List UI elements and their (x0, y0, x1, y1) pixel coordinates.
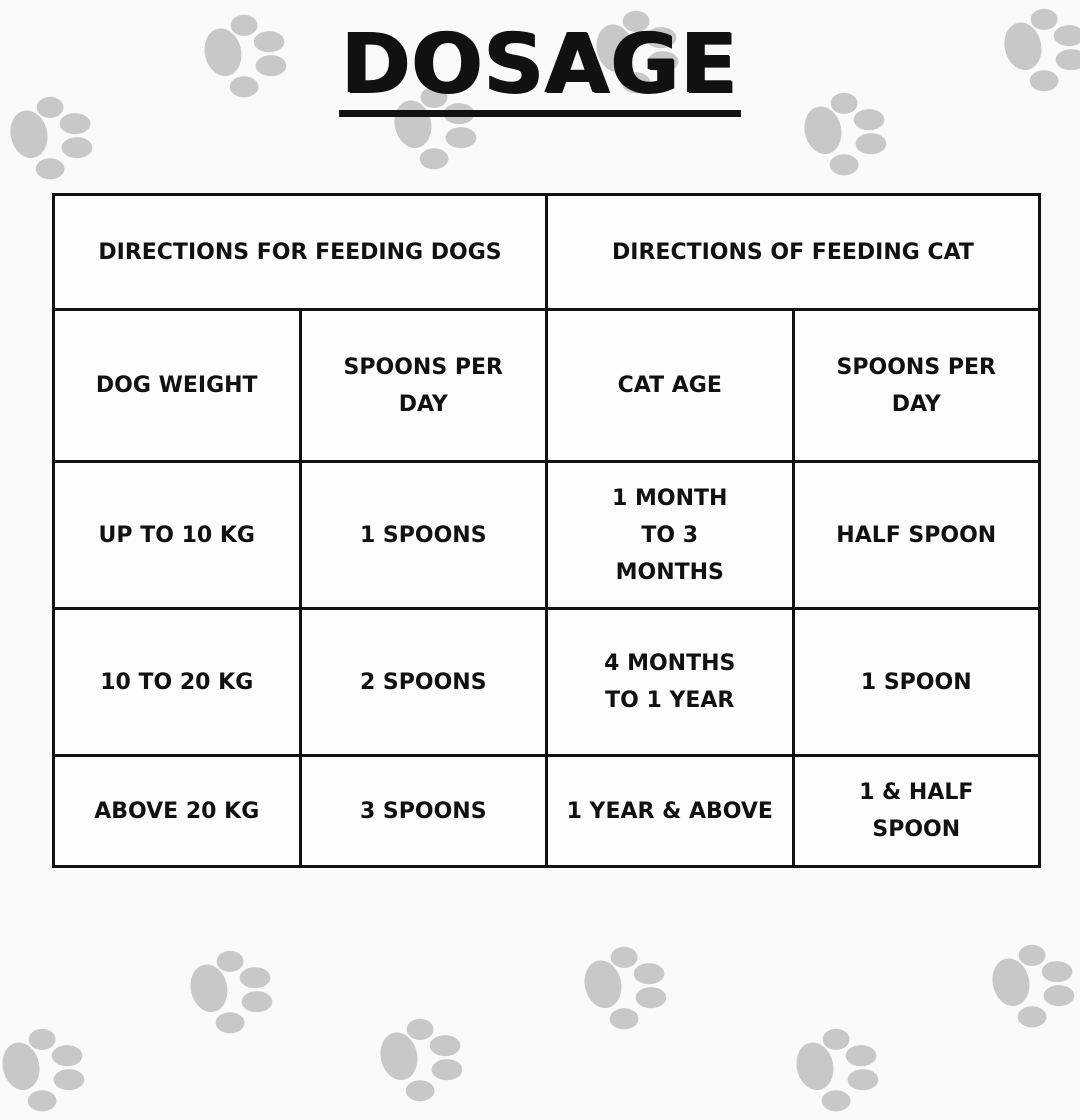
page-title-text: DOSAGE (339, 22, 740, 117)
paw-print-icon (184, 946, 280, 1042)
paw-print-icon (0, 1024, 92, 1120)
table-cell: 3 SPOONS (300, 756, 547, 867)
column-header-cat-age: CAT AGE (547, 310, 794, 462)
table-cell: 1 SPOON (793, 609, 1040, 756)
dosage-table (52, 193, 1041, 868)
table-cell: 1 & HALF SPOON (793, 756, 1040, 867)
page-title (0, 17, 1080, 117)
table-row (54, 462, 1040, 609)
paw-print-icon (790, 1024, 886, 1120)
table-cell: 1 SPOONS (300, 462, 547, 609)
table-cell: 1 MONTH TO 3 MONTHS (547, 462, 794, 609)
table-row (54, 756, 1040, 867)
table-row (54, 609, 1040, 756)
paw-print-icon (374, 1014, 470, 1110)
paw-print-icon (986, 940, 1080, 1036)
column-header-dog-weight: DOG WEIGHT (54, 310, 301, 462)
column-header-dog-spoons: SPOONS PER DAY (300, 310, 547, 462)
table-cell: ABOVE 20 KG (54, 756, 301, 867)
table-cell: UP TO 10 KG (54, 462, 301, 609)
column-header-cat-spoons: SPOONS PER DAY (793, 310, 1040, 462)
dog-directions-header: DIRECTIONS FOR FEEDING DOGS (54, 195, 547, 310)
table-cell: 2 SPOONS (300, 609, 547, 756)
table-column-header-row (54, 310, 1040, 462)
cat-directions-header: DIRECTIONS OF FEEDING CAT (547, 195, 1040, 310)
table-cell: 10 TO 20 KG (54, 609, 301, 756)
table-group-header-row (54, 195, 1040, 310)
table-cell: 1 YEAR & ABOVE (547, 756, 794, 867)
table-cell: HALF SPOON (793, 462, 1040, 609)
table-cell: 4 MONTHS TO 1 YEAR (547, 609, 794, 756)
paw-print-icon (578, 942, 674, 1038)
